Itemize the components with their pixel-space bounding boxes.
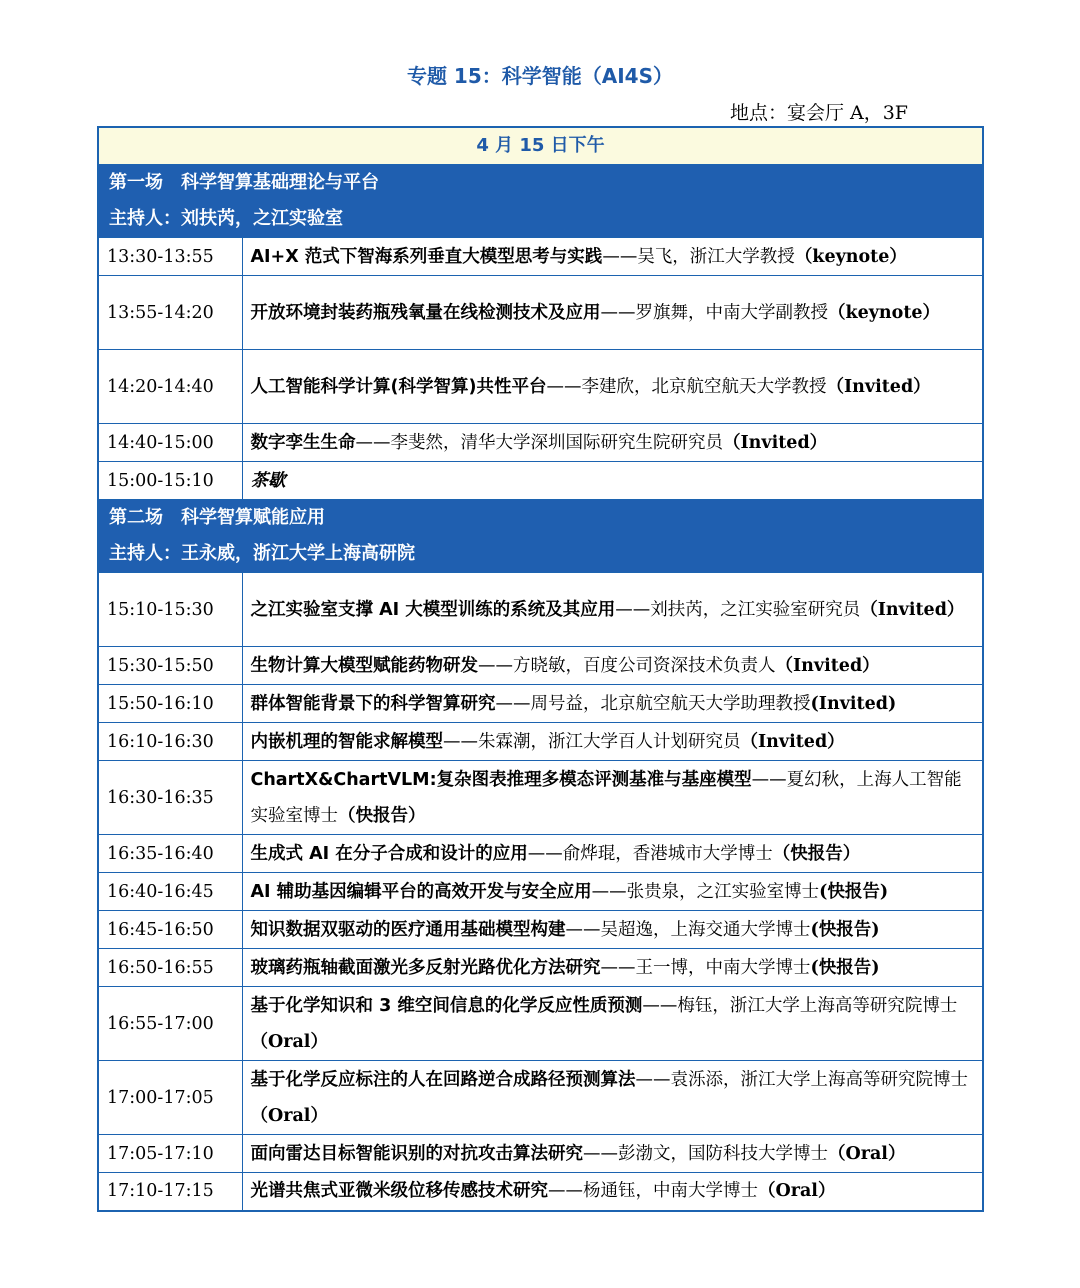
talk-speaker: ——张贵泉，之江实验室博士 bbox=[591, 881, 820, 902]
talk-time: 16:30-16:35 bbox=[98, 761, 242, 835]
talk-time: 15:30-15:50 bbox=[98, 647, 242, 685]
talk-type-tag: （Invited） bbox=[775, 655, 880, 676]
talk-speaker: ——李斐然，清华大学深圳国际研究生院研究员 bbox=[355, 432, 723, 453]
talk-type-tag: (快报告) bbox=[819, 881, 889, 902]
talk-content bbox=[242, 835, 983, 873]
talk-time: 15:00-15:10 bbox=[98, 462, 242, 500]
talk-title: 内嵌机理的智能求解模型 bbox=[250, 731, 443, 752]
talk-row bbox=[98, 1061, 983, 1135]
talk-title: 玻璃药瓶轴截面激光多反射光路优化方法研究 bbox=[250, 957, 601, 978]
talk-row bbox=[98, 873, 983, 911]
talk-title: ChartX&ChartVLM:复杂图表推理多模态评测基准与基座模型 bbox=[250, 769, 752, 790]
talk-row bbox=[98, 835, 983, 873]
talk-title: 基于化学反应标注的人在回路逆合成路径预测算法 bbox=[250, 1069, 636, 1090]
talk-speaker: ——袁泺添，浙江大学上海高等研究院博士 bbox=[635, 1069, 968, 1090]
talk-row bbox=[98, 238, 983, 276]
talk-title: 开放环境封装药瓶残氧量在线检测技术及应用 bbox=[250, 302, 601, 323]
talk-content bbox=[242, 1173, 983, 1211]
page-title: 专题 15：科学智能（AI4S） bbox=[406, 64, 674, 88]
talk-row bbox=[98, 761, 983, 835]
talk-time: 17:00-17:05 bbox=[98, 1061, 242, 1135]
talk-content bbox=[242, 987, 983, 1061]
session-header-cell bbox=[98, 165, 983, 238]
talk-type-tag: （Invited） bbox=[860, 599, 965, 620]
talk-content bbox=[242, 685, 983, 723]
session-header bbox=[98, 500, 983, 573]
talk-content bbox=[242, 949, 983, 987]
talk-type-tag: （Oral） bbox=[250, 1031, 328, 1052]
talk-content bbox=[242, 761, 983, 835]
talk-type-tag: （快报告） bbox=[772, 843, 861, 864]
talk-row bbox=[98, 723, 983, 761]
talk-time: 15:10-15:30 bbox=[98, 573, 242, 647]
talk-row bbox=[98, 462, 983, 500]
talk-content bbox=[242, 647, 983, 685]
talk-time: 16:40-16:45 bbox=[98, 873, 242, 911]
talk-content bbox=[242, 276, 983, 350]
talk-title: 知识数据双驱动的医疗通用基础模型构建 bbox=[250, 919, 566, 940]
talk-speaker: ——梅钰，浙江大学上海高等研究院博士 bbox=[642, 995, 958, 1016]
talk-speaker: ——周号益，北京航空航天大学助理教授 bbox=[495, 693, 811, 714]
talk-type-tag: (快报告) bbox=[810, 957, 880, 978]
talk-title: 光谱共焦式亚微米级位移传感技术研究 bbox=[250, 1181, 548, 1202]
talk-row bbox=[98, 911, 983, 949]
talk-row bbox=[98, 1173, 983, 1211]
talk-title: 数字孪生生命 bbox=[250, 432, 356, 453]
talk-speaker: ——吴超逸，上海交通大学博士 bbox=[565, 919, 811, 940]
talk-speaker: ——罗旗舞，中南大学副教授 bbox=[600, 302, 828, 323]
talk-type-tag: （Invited） bbox=[826, 376, 931, 397]
talk-type-tag: （Oral） bbox=[250, 1105, 328, 1126]
talk-title: 群体智能背景下的科学智算研究 bbox=[250, 693, 496, 714]
talk-title: 之江实验室支撑 AI 大模型训练的系统及其应用 bbox=[250, 599, 616, 620]
talk-time: 15:50-16:10 bbox=[98, 685, 242, 723]
talk-type-tag: （keynote） bbox=[828, 302, 941, 323]
talk-content bbox=[242, 573, 983, 647]
talk-type-tag: （Oral） bbox=[758, 1181, 836, 1202]
talk-time: 16:35-16:40 bbox=[98, 835, 242, 873]
session-name: 第一场 科学智算基础理论与平台 bbox=[109, 172, 379, 193]
talk-speaker: ——杨通钰，中南大学博士 bbox=[548, 1181, 758, 1202]
break-label: 茶歇 bbox=[250, 470, 286, 491]
talk-time: 16:45-16:50 bbox=[98, 911, 242, 949]
talk-time: 14:20-14:40 bbox=[98, 350, 242, 424]
talk-time: 16:55-17:00 bbox=[98, 987, 242, 1061]
session-name: 第二场 科学智算赋能应用 bbox=[109, 507, 325, 528]
talk-time: 14:40-15:00 bbox=[98, 424, 242, 462]
location-label: 地点：宴会厅 A，3F bbox=[729, 102, 908, 124]
talk-title: 人工智能科学计算(科学智算)共性平台 bbox=[250, 376, 547, 397]
talk-type-tag: （Invited） bbox=[740, 731, 845, 752]
talk-time: 13:30-13:55 bbox=[98, 238, 242, 276]
talk-content bbox=[242, 350, 983, 424]
talk-speaker: ——刘扶芮，之江实验室研究员 bbox=[615, 599, 861, 620]
talk-time: 16:10-16:30 bbox=[98, 723, 242, 761]
talk-title: 生物计算大模型赋能药物研发 bbox=[250, 655, 478, 676]
talk-speaker: ——彭渤文，国防科技大学博士 bbox=[583, 1143, 828, 1164]
talk-title: 基于化学知识和 3 维空间信息的化学反应性质预测 bbox=[250, 995, 643, 1016]
talk-row bbox=[98, 987, 983, 1061]
talk-speaker: ——夏幻秋，上海人工智能实验室博士 bbox=[250, 769, 962, 826]
talk-time: 16:50-16:55 bbox=[98, 949, 242, 987]
talk-speaker: ——李建欣，北京航空航天大学教授 bbox=[546, 376, 827, 397]
talk-row bbox=[98, 573, 983, 647]
talk-content bbox=[242, 723, 983, 761]
talk-row bbox=[98, 424, 983, 462]
talk-type-tag: （快报告） bbox=[338, 805, 426, 826]
talk-time: 17:10-17:15 bbox=[98, 1173, 242, 1211]
talk-title: AI 辅助基因编辑平台的高效开发与安全应用 bbox=[250, 881, 592, 902]
talk-title: 面向雷达目标智能识别的对抗攻击算法研究 bbox=[250, 1143, 583, 1164]
session-host: 主持人：王永威，浙江大学上海高研院 bbox=[109, 543, 415, 564]
talk-content bbox=[242, 1061, 983, 1135]
talk-row bbox=[98, 350, 983, 424]
talk-type-tag: （Invited） bbox=[723, 432, 828, 453]
date-label: 4 月 15 日下午 bbox=[98, 127, 983, 165]
talk-speaker: ——朱霖潮，浙江大学百人计划研究员 bbox=[443, 731, 741, 752]
session-header-cell bbox=[98, 500, 983, 573]
talk-row bbox=[98, 647, 983, 685]
talk-type-tag: （Oral） bbox=[828, 1143, 906, 1164]
talk-title: AI+X 范式下智海系列垂直大模型思考与实践 bbox=[250, 246, 603, 267]
talk-content bbox=[242, 911, 983, 949]
talk-speaker: ——俞烨琨，香港城市大学博士 bbox=[527, 843, 773, 864]
talk-row bbox=[98, 276, 983, 350]
date-row bbox=[98, 127, 983, 165]
talk-speaker: ——王一博，中南大学博士 bbox=[600, 957, 811, 978]
session-host: 主持人：刘扶芮，之江实验室 bbox=[109, 208, 343, 229]
talk-content bbox=[242, 873, 983, 911]
talk-row bbox=[98, 949, 983, 987]
talk-type-tag: (快报告) bbox=[810, 919, 880, 940]
talk-content bbox=[242, 1135, 983, 1173]
talk-type-tag: （keynote） bbox=[794, 246, 907, 267]
talk-content bbox=[242, 238, 983, 276]
session-header bbox=[98, 165, 983, 238]
talk-type-tag: (Invited) bbox=[810, 693, 897, 714]
talk-content bbox=[242, 424, 983, 462]
talk-speaker: ——吴飞，浙江大学教授 bbox=[602, 246, 795, 267]
talk-speaker: ——方晓敏，百度公司资深技术负责人 bbox=[478, 655, 776, 676]
talk-time: 17:05-17:10 bbox=[98, 1135, 242, 1173]
talk-content bbox=[242, 462, 983, 500]
talk-title: 生成式 AI 在分子合成和设计的应用 bbox=[250, 843, 528, 864]
schedule-table bbox=[97, 126, 984, 1212]
talk-row bbox=[98, 685, 983, 723]
talk-row bbox=[98, 1135, 983, 1173]
talk-time: 13:55-14:20 bbox=[98, 276, 242, 350]
